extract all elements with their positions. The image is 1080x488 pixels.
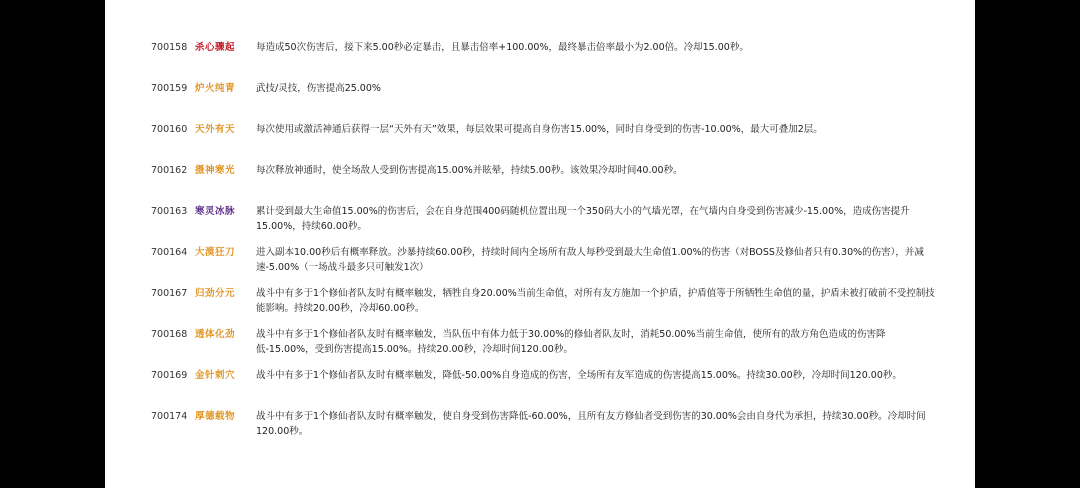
skill-id: 700168 bbox=[151, 329, 188, 340]
skill-description: 进入副本10.00秒后有概率释放。沙暴持续60.00秒，持续时间内全场所有敌人每秒受到最大生命值1.00%的伤害（对BOSS及修仙者只有0.30%的伤害），并减速-5.00%（一场战斗最多只可触发1次） bbox=[256, 247, 924, 273]
skill-name: 金针刺穴 bbox=[195, 370, 236, 381]
skill-description: 每次释放神通时，使全场敌人受到伤害提高15.00%并眩晕，持续5.00秒。该效果冷却时间40.00秒。 bbox=[256, 165, 683, 176]
skill-description: 战斗中有多于1个修仙者队友时有概率触发，使自身受到伤害降低-60.00%，且所有友方修仙者受到伤害的30.00%会由自身代为承担，持续30.00秒。冷却时间120.00秒。 bbox=[256, 411, 926, 437]
skill-description: 累计受到最大生命值15.00%的伤害后，会在自身范围400码随机位置出现一个350码大小的气墙光罩，在气墙内自身受到伤害减少-15.00%，造成伤害提升15.00%，持续60.00秒。 bbox=[256, 206, 910, 232]
skill-id: 700163 bbox=[151, 206, 188, 217]
skill-name: 归劲分元 bbox=[195, 288, 236, 299]
skill-name: 炉火纯青 bbox=[195, 83, 236, 94]
skill-name: 透体化劲 bbox=[195, 329, 236, 340]
skill-name: 杀心骤起 bbox=[195, 42, 236, 53]
skill-name: 大漠狂刀 bbox=[195, 247, 236, 258]
skill-id: 700158 bbox=[151, 42, 188, 53]
skill-description: 战斗中有多于1个修仙者队友时有概率触发，当队伍中有体力低于30.00%的修仙者队友时，消耗50.00%当前生命值，使所有的敌方角色造成的伤害降低-15.00%，受到伤害提高15.00%。持续20.00秒，冷却时间120.00秒。 bbox=[256, 329, 886, 355]
skill-name: 天外有天 bbox=[195, 124, 236, 135]
skill-id: 700160 bbox=[151, 124, 188, 135]
skill-description: 武技/灵技，伤害提高25.00% bbox=[256, 83, 381, 94]
skill-description: 每次使用或激活神通后获得一层“天外有天”效果，每层效果可提高自身伤害15.00%，同时自身受到的伤害-10.00%，最大可叠加2层。 bbox=[256, 124, 823, 135]
skill-description: 每造成50次伤害后，接下来5.00秒必定暴击，且暴击倍率+100.00%，最终暴击倍率最小为2.00倍。冷却15.00秒。 bbox=[256, 42, 749, 53]
skill-description: 战斗中有多于1个修仙者队友时有概率触发，牺牲自身20.00%当前生命值，对所有友方施加一个护盾，护盾值等于所牺牲生命值的量，护盾未被打破前不受控制技能影响。持续20.00秒，冷却60.00秒。 bbox=[256, 288, 935, 314]
skill-name: 寒灵冰脉 bbox=[195, 206, 236, 217]
skill-name: 摄神寒光 bbox=[195, 165, 236, 176]
skill-id: 700159 bbox=[151, 83, 188, 94]
skill-id: 700167 bbox=[151, 288, 188, 299]
skill-id: 700164 bbox=[151, 247, 188, 258]
skill-id: 700174 bbox=[151, 411, 188, 422]
document-page bbox=[105, 0, 975, 488]
skill-description: 战斗中有多于1个修仙者队友时有概率触发，降低-50.00%自身造成的伤害，全场所有友军造成的伤害提高15.00%。持续30.00秒，冷却时间120.00秒。 bbox=[256, 370, 902, 381]
skill-id: 700162 bbox=[151, 165, 188, 176]
skill-name: 厚德载物 bbox=[195, 411, 236, 422]
skill-id: 700169 bbox=[151, 370, 188, 381]
